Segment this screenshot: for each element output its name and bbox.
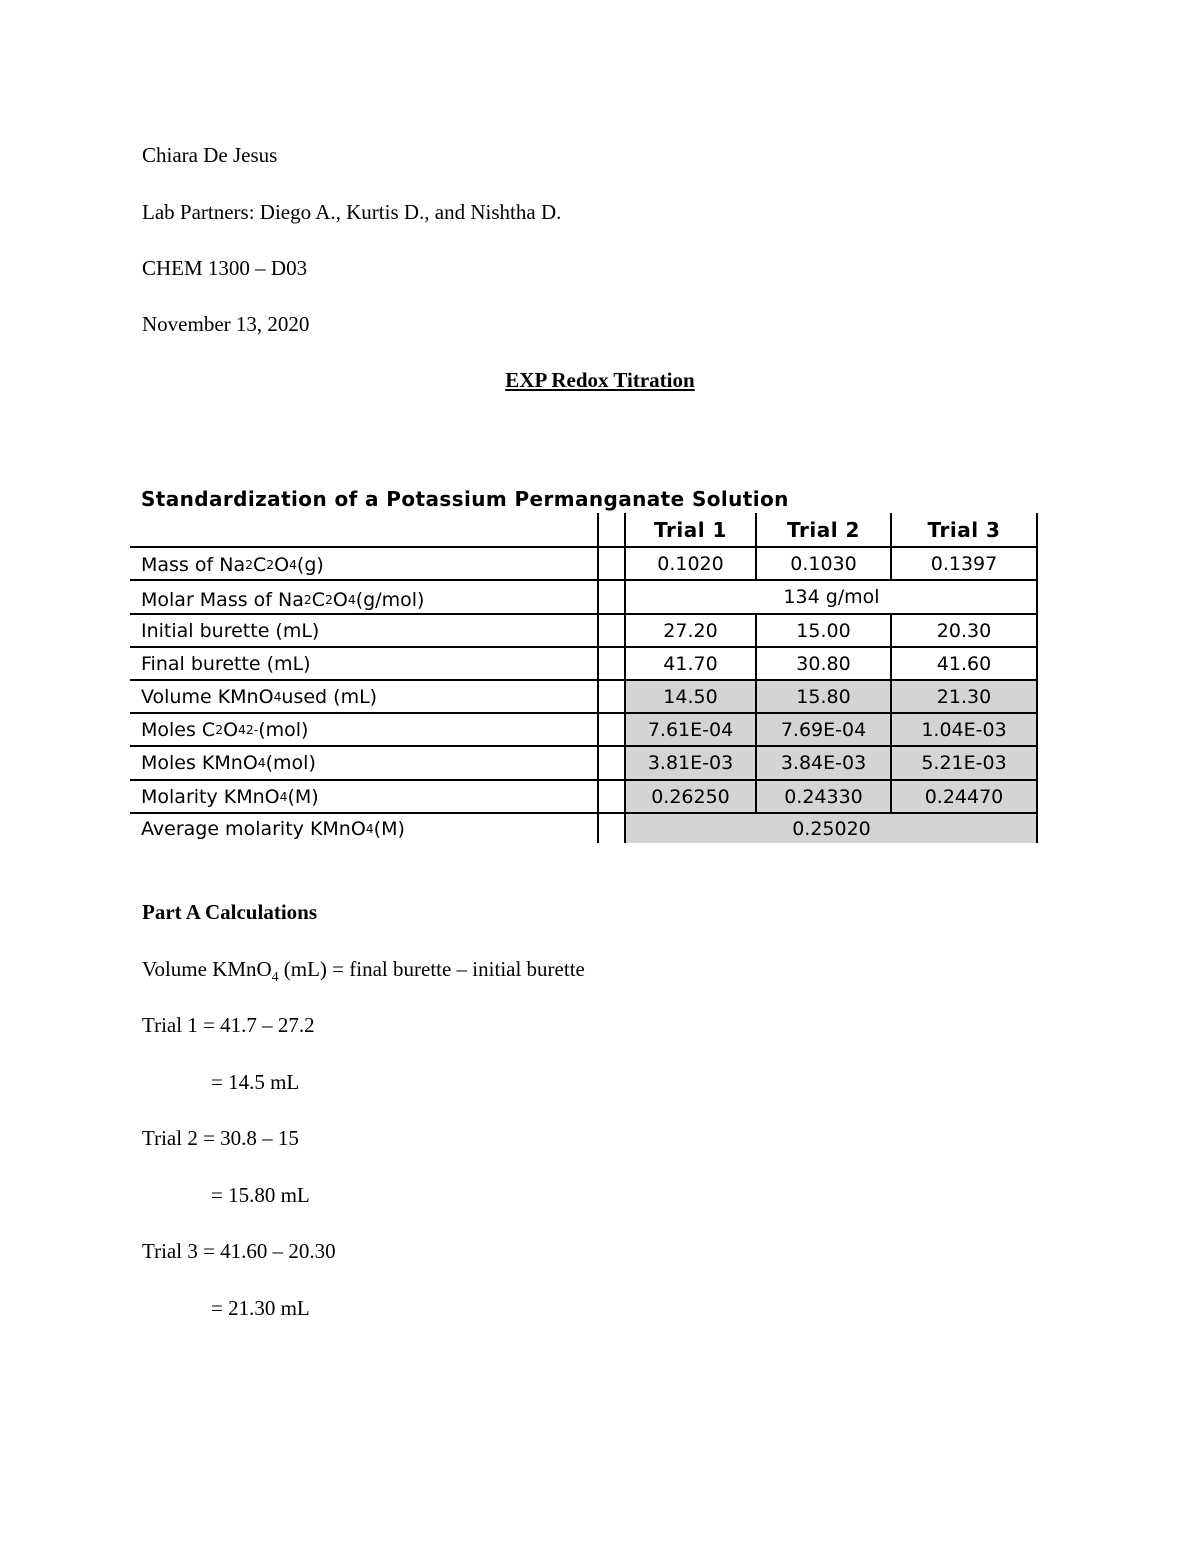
table-cell: 0.1020 [657, 552, 724, 575]
calc-result-trial-2: = 15.80 mL [211, 1183, 310, 1207]
table-cell: 27.20 [663, 619, 718, 642]
col-header-trial-1: Trial 1 [654, 517, 727, 542]
row-label-molarity: Molarity KMnO 4 (M) [141, 785, 319, 808]
course-code: CHEM 1300 – D03 [142, 256, 308, 280]
table-cell: 15.00 [796, 619, 851, 642]
table-cell: 3.81E-03 [647, 752, 734, 774]
calc-line-trial-2: Trial 2 = 30.8 – 15 [142, 1126, 299, 1150]
table-cell-merged: 134 g/mol [783, 586, 880, 608]
row-label-average-molarity: Average molarity KMnO 4 (M) [141, 817, 405, 840]
report-date: November 13, 2020 [142, 312, 310, 336]
table-cell: 41.70 [663, 652, 718, 675]
table-cell: 30.80 [796, 652, 851, 675]
calc-line-trial-3: Trial 3 = 41.60 – 20.30 [142, 1239, 336, 1263]
row-label-mass: Mass of Na 2 C 2 O 4 (g) [141, 553, 324, 576]
standardization-table [130, 513, 1038, 843]
table-cell-merged: 0.25020 [792, 817, 871, 840]
report-title: EXP Redox Titration [505, 368, 695, 392]
table-cell: 15.80 [796, 685, 851, 708]
table-cell: 41.60 [936, 652, 992, 675]
table-cell: 14.50 [663, 685, 718, 708]
table-cell: 1.04E-03 [921, 718, 1007, 741]
calc-line-trial-1: Trial 1 = 41.7 – 27.2 [142, 1013, 315, 1037]
table-cell: 7.69E-04 [780, 718, 867, 741]
table-cell: 21.30 [936, 685, 992, 708]
table-cell: 0.1030 [790, 552, 857, 575]
row-label-final-burette: Final burette (mL) [141, 652, 311, 675]
col-header-trial-3: Trial 3 [927, 517, 1001, 542]
table-title: Standardization of a Potassium Permanganate Solution [141, 487, 789, 511]
row-label-moles-oxalate: Moles C 2 O 4 2- (mol) [141, 718, 309, 741]
table-cell: 0.1397 [930, 552, 998, 575]
row-label-molar-mass: Molar Mass of Na 2 C 2 O 4 (g/mol) [141, 588, 425, 611]
col-header-trial-2: Trial 2 [787, 517, 860, 542]
table-cell: 7.61E-04 [647, 718, 734, 741]
calc-formula: Volume KMnO$_4$ (mL) = final burette – initial burette [142, 957, 585, 985]
table-cell: 0.26250 [651, 785, 730, 808]
calc-result-trial-1: = 14.5 mL [211, 1070, 300, 1094]
table-cell: 0.24470 [924, 785, 1004, 808]
calc-result-trial-3: = 21.30 mL [211, 1296, 310, 1320]
author-name: Chiara De Jesus [142, 143, 278, 167]
table-cell: 3.84E-03 [780, 752, 867, 774]
table-cell: 5.21E-03 [921, 752, 1007, 774]
row-label-initial-burette: Initial burette (mL) [141, 619, 320, 642]
table-cell: 20.30 [936, 619, 992, 642]
row-label-volume-used: Volume KMnO 4 used (mL) [141, 685, 378, 708]
calc-heading: Part A Calculations [142, 900, 318, 924]
table-cell: 0.24330 [784, 785, 863, 808]
row-label-moles-kmno4: Moles KMnO 4 (mol) [141, 752, 316, 774]
lab-partners: Lab Partners: Diego A., Kurtis D., and Nishtha D. [142, 200, 562, 224]
